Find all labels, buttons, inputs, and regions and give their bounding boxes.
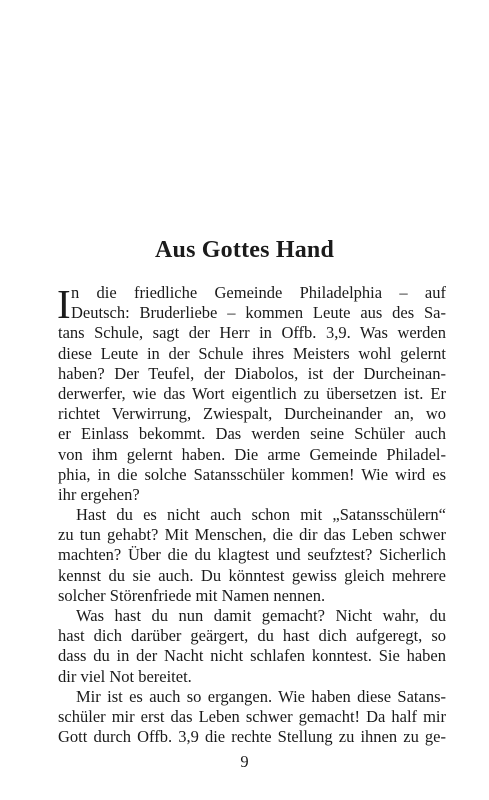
text-line: Was hast du nun damit gemacht? Nicht wahr, du: [76, 606, 446, 625]
paragraph-1: [58, 283, 446, 505]
text-line: diese Leute in der Schule ihres Meisters wohl gelernt: [58, 343, 446, 363]
text-line: haben? Der Teufel, der Diabolos, ist der Durcheinan-: [58, 363, 446, 383]
text-line: phia, in die solche Satansschüler kommen! Wie wird es: [58, 464, 446, 484]
text-line: solcher Störenfriede mit Namen nennen.: [58, 585, 326, 605]
text-line: ihr ergehen?: [58, 484, 140, 504]
text-line: derwerfer, wie das Wort eigentlich zu übersetzen ist. Er: [58, 383, 446, 403]
page-title: Aus Gottes Hand: [154, 237, 335, 263]
paragraph-2: [58, 505, 446, 606]
drop-cap: I: [57, 281, 71, 327]
text-line: n die friedliche Gemeinde Philadelphia – auf: [71, 283, 446, 302]
paragraph-3: [58, 606, 446, 687]
text-line: er Einlass bekommt. Das werden seine Schüler auch: [58, 424, 446, 444]
text-line: Deutsch: Bruderliebe – kommen Leute aus des Sa-: [71, 303, 446, 323]
text-line: richtet Verwirrung, Zwiespalt, Durcheinander an, wo: [58, 404, 446, 424]
text-line: Mir ist es auch so ergangen. Wie haben diese Satans-: [76, 686, 446, 706]
body-text: [58, 283, 446, 747]
text-line: dass du in der Nacht nicht schlafen konntest. Sie haben: [58, 646, 446, 666]
text-line: machten? Über die du klagtest und seufztest? Sicherlich: [58, 545, 446, 565]
text-line: schüler mir erst das Leben schwer gemacht! Da half mir: [58, 706, 446, 726]
page-number: 9: [240, 752, 249, 771]
text-line: kennst du sie auch. Du könntest gewiss gleich mehrere: [58, 565, 446, 585]
text-line: Gott durch Offb. 3,9 die rechte Stellung zu ihnen zu ge-: [58, 727, 446, 747]
text-line: hast dich darüber geärgert, du hast dich aufgeregt, so: [58, 626, 446, 646]
text-line: von ihm gelernt haben. Die arme Gemeinde Philadel-: [58, 444, 446, 464]
text-line: dir viel Not bereitet.: [58, 666, 192, 686]
text-line: tans Schule, sagt der Herr in Offb. 3,9. Was werden: [58, 323, 446, 343]
paragraph-4: [58, 687, 446, 748]
text-line: Hast du es nicht auch schon mit „Satansschülern“: [76, 505, 446, 525]
text-line: zu tun gehabt? Mit Menschen, die dir das Leben schwer: [58, 525, 446, 545]
